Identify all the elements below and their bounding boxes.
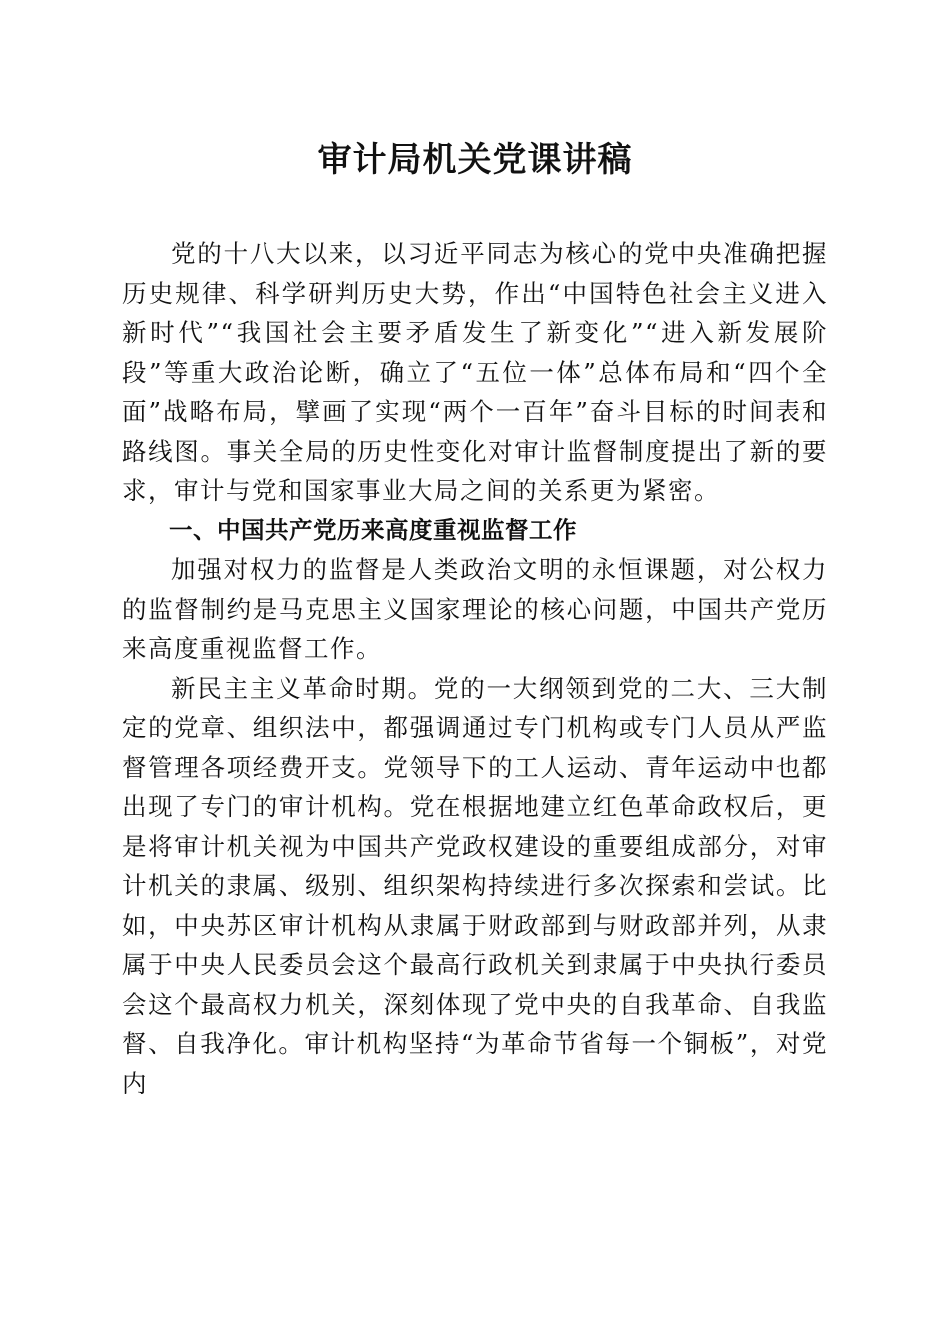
section-paragraph-1: 加强对权力的监督是人类政治文明的永恒课题，对公权力的监督制约是马克思主义国家理论的核心问题，中国共产党历来高度重视监督工作。 [122, 555, 828, 663]
section-heading: 一、中国共产党历来高度重视监督工作 [169, 515, 577, 544]
document-body [122, 234, 828, 1103]
section-paragraph-2: 新民主主义革命时期。党的一大纲领到党的二大、三大制定的党章、组织法中，都强调通过专门机构或专门人员从严监督管理各项经费开支。党领导下的工人运动、青年运动中也都出现了专门的审计机构。党在根据地建立红色革命政权后，更是将审计机关视为中国共产党政权建设的重要组成部分，对审计机关的隶属、级别、组织架构持续进行多次探索和尝试。比如，中央苏区审计机构从隶属于财政部到与财政部并列，从隶属于中央人民委员会这个最高行政机关到隶属于中央执行委员会这个最高权力机关，深刻体现了党中央的自我革命、自我监督、自我净化。审计机构坚持“为革命节省每一个铜板”，对党内 [122, 673, 828, 1098]
document-title: 审计局机关党课讲稿 [317, 140, 633, 180]
intro-paragraph: 党的十八大以来，以习近平同志为核心的党中央准确把握历史规律、科学研判历史大势，作出“中国特色社会主义进入新时代”“我国社会主要矛盾发生了新变化”“进入新发展阶段”等重大政治论断，确立了“五位一体”总体布局和“四个全面”战略布局，擘画了实现“两个一百年”奋斗目标的时间表和路线图。事关全局的历史性变化对审计监督制度提出了新的要求，审计与党和国家事业大局之间的关系更为紧密。 [122, 239, 828, 505]
